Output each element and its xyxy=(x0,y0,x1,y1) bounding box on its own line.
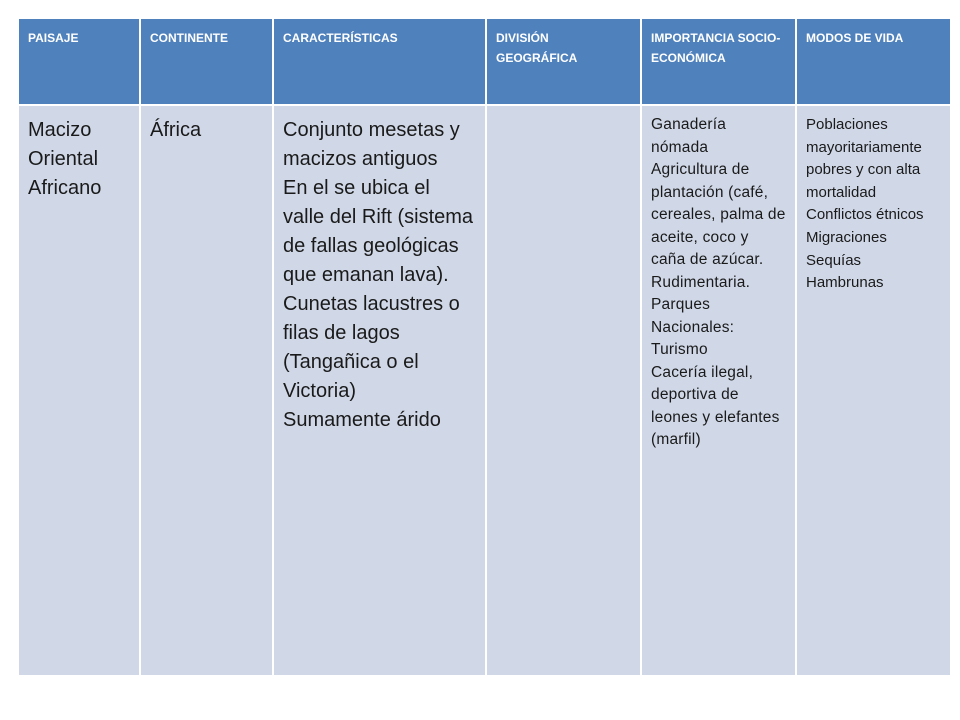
header-modos-de-vida: MODOS DE VIDA xyxy=(796,18,951,105)
header-importancia-socioeconomica: IMPORTANCIA SOCIO-ECONÓMICA xyxy=(641,18,796,105)
continente-text: África xyxy=(150,119,202,141)
landscape-table xyxy=(17,17,952,677)
header-paisaje: PAISAJE xyxy=(18,18,140,105)
cell-continente xyxy=(140,105,273,676)
header-caracteristicas: CARACTERÍSTICAS xyxy=(273,18,486,105)
importancia-text: Ganadería nómada Agricultura de plantación (café, cereales, palma de aceite, coco y caña de azúcar. Rudimentaria. Parques Nacionales: Turismo Cacería ilegal, deportiva de leones y elefantes (marfil) xyxy=(651,116,786,448)
modos-de-vida-text: Poblaciones mayoritariamente pobres y con alta mortalidad Conflictos étnicos Migraciones Sequías Hambrunas xyxy=(806,116,924,292)
paisaje-text: Macizo Oriental Africano xyxy=(28,119,102,199)
table-header-row xyxy=(18,18,951,105)
cell-modos-de-vida xyxy=(796,105,951,676)
cell-importancia xyxy=(641,105,796,676)
table-row xyxy=(18,105,951,676)
header-division-geografica: DIVISIÓN GEOGRÁFICA xyxy=(486,18,641,105)
cell-division-geografica xyxy=(486,105,641,676)
header-continente: CONTINENTE xyxy=(140,18,273,105)
caracteristicas-text: Conjunto mesetas y macizos antiguos En el se ubica el valle del Rift (sistema de fallas geológicas que emanan lava). Cunetas lacustres o filas de lagos (Tangañica o el Victoria) Sumamente árido xyxy=(283,119,474,431)
cell-paisaje xyxy=(18,105,140,676)
cell-caracteristicas xyxy=(273,105,486,676)
